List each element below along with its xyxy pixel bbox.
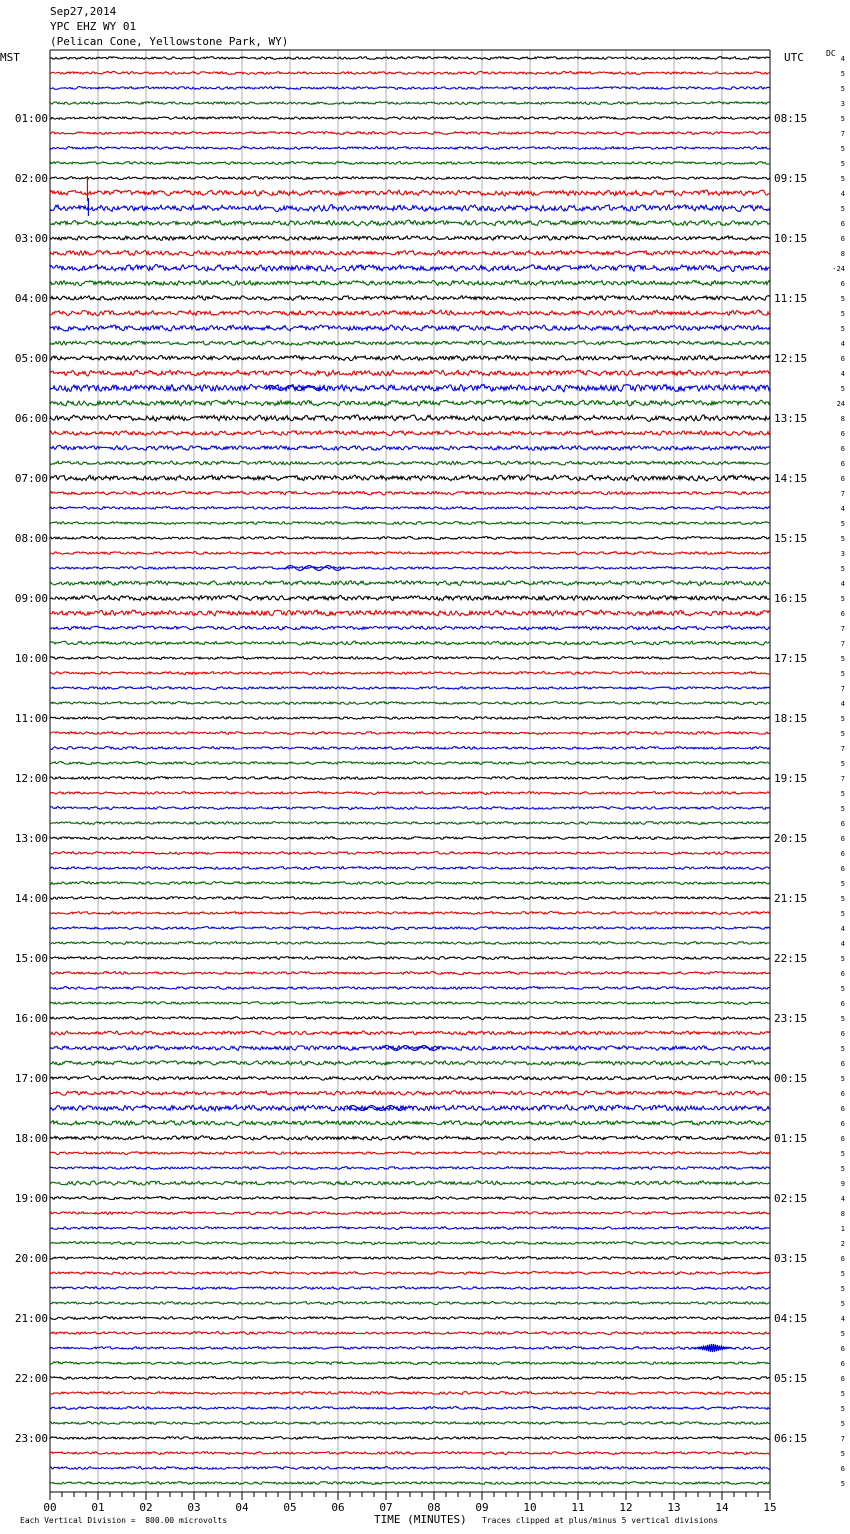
dc-offset-label: 5 — [840, 310, 845, 318]
right-hour-label: 19:15 — [774, 772, 808, 785]
left-hour-label: 05:00 — [14, 352, 48, 365]
trace-line — [50, 1332, 770, 1335]
dc-offset-label: 5 — [840, 1015, 845, 1023]
trace-line — [50, 957, 770, 960]
trace-line — [50, 927, 770, 930]
dc-offset-label: 6 — [840, 1465, 845, 1473]
trace-line — [50, 641, 770, 645]
x-tick-label: 06 — [331, 1501, 345, 1514]
left-hour-label: 22:00 — [14, 1372, 48, 1385]
dc-offset-label: 6 — [840, 1105, 845, 1113]
dc-offset-label: -24 — [832, 265, 845, 273]
trace-line — [50, 881, 770, 884]
dc-offset-label: 4 — [840, 370, 845, 378]
right-hour-label: 22:15 — [774, 952, 808, 965]
dc-offset-label: 5 — [840, 880, 845, 888]
dc-offset-label: 6 — [840, 235, 845, 243]
trace-line — [50, 102, 770, 105]
trace-line — [50, 536, 770, 539]
dc-offset-label: 5 — [840, 1480, 845, 1488]
trace-line — [50, 656, 770, 659]
dc-offset-label: 4 — [840, 925, 845, 933]
dc-offset-label: 5 — [840, 85, 845, 93]
trace-line — [50, 1377, 770, 1380]
dc-offset-label: 5 — [840, 1285, 845, 1293]
dc-offset-label: 7 — [840, 490, 845, 498]
trace-line — [50, 370, 770, 376]
dc-label: DC — [826, 49, 836, 58]
trace-line — [50, 1406, 770, 1409]
scale-note: Each Vertical Division = 800.00 microvolts — [20, 1516, 228, 1525]
trace-line — [50, 837, 770, 840]
header-station: YPC EHZ WY 01 — [50, 20, 137, 33]
x-tick-label: 03 — [187, 1501, 201, 1514]
right-hour-label: 10:15 — [774, 232, 808, 245]
dc-offset-label: 6 — [840, 1255, 845, 1263]
dc-offset-label: 7 — [840, 625, 845, 633]
trace-line — [50, 1287, 770, 1290]
x-tick-label: 14 — [715, 1501, 729, 1514]
right-hour-label: 09:15 — [774, 172, 808, 185]
trace-line — [50, 852, 770, 855]
dc-offset-label: 5 — [840, 145, 845, 153]
left-hour-label: 20:00 — [14, 1252, 48, 1265]
dc-offset-label: 5 — [840, 760, 845, 768]
dc-offset-label: 6 — [840, 1345, 845, 1353]
trace-line — [50, 552, 770, 555]
dc-offset-label: 5 — [840, 670, 845, 678]
trace-line — [50, 567, 770, 570]
dc-offset-label: 6 — [840, 865, 845, 873]
trace-line — [50, 747, 770, 750]
dc-offset-label: 7 — [840, 1435, 845, 1443]
dc-offset-label: 4 — [840, 700, 845, 708]
left-hour-label: 02:00 — [14, 172, 48, 185]
trace-line — [50, 310, 770, 316]
left-hour-label: 16:00 — [14, 1012, 48, 1025]
left-hour-label: 15:00 — [14, 952, 48, 965]
trace-line — [50, 507, 770, 510]
left-axis-label: MST — [0, 51, 20, 64]
trace-line — [50, 1242, 770, 1245]
dc-offset-label: 5 — [840, 895, 845, 903]
trace-line — [50, 57, 770, 60]
trace-line — [50, 87, 770, 90]
trace-line — [50, 162, 770, 165]
right-hour-label: 06:15 — [774, 1432, 808, 1445]
trace-line — [50, 1105, 770, 1111]
trace-line — [50, 355, 770, 360]
dc-offset-label: 5 — [840, 730, 845, 738]
trace-line — [50, 220, 770, 226]
right-hour-label: 08:15 — [774, 112, 808, 125]
dc-offset-label: 1 — [840, 1225, 845, 1233]
dc-offset-label: 5 — [840, 655, 845, 663]
dc-offset-label: 6 — [840, 1120, 845, 1128]
trace-line — [50, 250, 770, 255]
dc-offset-label: 7 — [840, 775, 845, 783]
left-hour-label: 06:00 — [14, 412, 48, 425]
trace-line — [50, 445, 770, 450]
trace-line — [50, 1422, 770, 1425]
dc-offset-label: 5 — [840, 70, 845, 78]
dc-offset-label: 6 — [840, 445, 845, 453]
dc-offset-label: 6 — [840, 460, 845, 468]
dc-offset-label: 4 — [840, 1315, 845, 1323]
dc-offset-label: 5 — [840, 1270, 845, 1278]
dc-offset-label: 7 — [840, 130, 845, 138]
trace-line — [50, 325, 770, 331]
left-hour-label: 18:00 — [14, 1132, 48, 1145]
trace-line — [50, 341, 770, 345]
trace-line — [50, 1302, 770, 1305]
trace-line — [50, 1452, 770, 1455]
trace-line — [50, 1031, 770, 1035]
trace-line — [50, 732, 770, 735]
dc-offset-label: 6 — [840, 1030, 845, 1038]
x-tick-label: 01 — [91, 1501, 105, 1514]
trace-line — [50, 190, 770, 196]
trace-line — [50, 72, 770, 75]
dc-offset-label: 5 — [840, 1150, 845, 1158]
dc-offset-label: 6 — [840, 1375, 845, 1383]
trace-line — [50, 296, 770, 301]
dc-offset-label: 5 — [840, 535, 845, 543]
dc-offset-label: 5 — [840, 520, 845, 528]
dc-offset-label: 7 — [840, 640, 845, 648]
left-hour-label: 03:00 — [14, 232, 48, 245]
dc-offset-label: 8 — [840, 250, 845, 258]
dc-offset-label: 6 — [840, 820, 845, 828]
left-hour-label: 14:00 — [14, 892, 48, 905]
right-hour-label: 11:15 — [774, 292, 808, 305]
dc-offset-label: 4 — [840, 190, 845, 198]
dc-offset-label: 6 — [840, 835, 845, 843]
trace-line — [50, 117, 770, 120]
x-tick-label: 12 — [619, 1501, 633, 1514]
trace-line — [50, 1017, 770, 1020]
trace-line — [50, 280, 770, 285]
dc-offset-label: 5 — [840, 1390, 845, 1398]
trace-line — [50, 1257, 770, 1260]
left-hour-label: 23:00 — [14, 1432, 48, 1445]
left-hour-label: 11:00 — [14, 712, 48, 725]
trace-line — [50, 1437, 770, 1440]
right-axis-label: UTC — [784, 51, 804, 64]
right-hour-label: 14:15 — [774, 472, 808, 485]
trace-line — [50, 147, 770, 150]
trace-line — [50, 626, 770, 630]
dc-offset-label: 5 — [840, 910, 845, 918]
trace-line — [50, 702, 770, 705]
trace-line — [50, 1136, 770, 1140]
dc-offset-label: 6 — [840, 475, 845, 483]
trace-line — [50, 1121, 770, 1126]
dc-offset-label: 5 — [840, 805, 845, 813]
trace-line — [50, 475, 770, 481]
event-burst — [692, 1344, 732, 1352]
trace-line — [50, 581, 770, 586]
dc-offset-label: 7 — [840, 685, 845, 693]
trace-line — [50, 522, 770, 525]
right-hour-label: 21:15 — [774, 892, 808, 905]
trace-line — [50, 1227, 770, 1230]
trace-line — [50, 491, 770, 495]
right-hour-label: 03:15 — [774, 1252, 808, 1265]
right-hour-label: 23:15 — [774, 1012, 808, 1025]
dc-offset-label: 5 — [840, 1165, 845, 1173]
dc-offset-label: 5 — [840, 1300, 845, 1308]
trace-line — [50, 1076, 770, 1080]
right-hour-label: 20:15 — [774, 832, 808, 845]
header-location: (Pelican Cone, Yellowstone Park, WY) — [50, 35, 289, 48]
dc-offset-label: 5 — [840, 985, 845, 993]
dc-offset-label: 5 — [840, 1045, 845, 1053]
right-hour-label: 05:15 — [774, 1372, 808, 1385]
right-hour-label: 18:15 — [774, 712, 808, 725]
x-tick-label: 09 — [475, 1501, 489, 1514]
trace-line — [50, 1152, 770, 1155]
right-hour-label: 13:15 — [774, 412, 808, 425]
trace-line — [50, 461, 770, 465]
left-hour-label: 07:00 — [14, 472, 48, 485]
trace-line — [50, 807, 770, 810]
trace-line — [50, 132, 770, 135]
dc-offset-label: 6 — [840, 1360, 845, 1368]
header-date: Sep27,2014 — [50, 5, 117, 18]
trace-line — [50, 672, 770, 675]
trace-line — [50, 1467, 770, 1470]
x-tick-label: 10 — [523, 1501, 537, 1514]
trace-line — [50, 792, 770, 795]
trace-line — [50, 912, 770, 915]
trace-line — [50, 1272, 770, 1275]
trace-line — [50, 400, 770, 406]
trace-line — [50, 1482, 770, 1485]
left-hour-label: 19:00 — [14, 1192, 48, 1205]
trace-line — [50, 897, 770, 900]
dc-offset-label: 5 — [840, 325, 845, 333]
clip-note: Traces clipped at plus/minus 5 vertical divisions — [482, 1516, 719, 1525]
left-hour-label: 09:00 — [14, 592, 48, 605]
trace-line — [50, 431, 770, 436]
dc-offset-label: 5 — [840, 175, 845, 183]
dc-offset-label: 9 — [840, 1180, 845, 1188]
x-tick-label: 11 — [571, 1501, 585, 1514]
trace-line — [50, 1392, 770, 1395]
x-tick-label: 15 — [763, 1501, 777, 1514]
dc-offset-label: 4 — [840, 580, 845, 588]
trace-line — [50, 822, 770, 825]
dc-offset-label: 6 — [840, 355, 845, 363]
left-hour-label: 13:00 — [14, 832, 48, 845]
dc-offset-label: 5 — [840, 1075, 845, 1083]
dc-offset-label: 5 — [840, 955, 845, 963]
dc-offset-label: 5 — [840, 790, 845, 798]
left-hour-label: 21:00 — [14, 1312, 48, 1325]
dc-offset-label: 6 — [840, 1060, 845, 1068]
trace-line — [50, 717, 770, 720]
trace-line — [50, 1196, 770, 1199]
right-hour-label: 15:15 — [774, 532, 808, 545]
right-hour-label: 00:15 — [774, 1072, 808, 1085]
xaxis-title: TIME (MINUTES) — [374, 1513, 467, 1526]
dc-offset-label: 6 — [840, 1000, 845, 1008]
x-tick-label: 02 — [139, 1501, 153, 1514]
trace-line — [50, 384, 770, 391]
dc-offset-label: 5 — [840, 1405, 845, 1413]
dc-offset-label: 6 — [840, 430, 845, 438]
trace-line — [50, 987, 770, 990]
dc-offset-label: 4 — [840, 940, 845, 948]
dc-offset-label: 7 — [840, 745, 845, 753]
trace-line — [50, 236, 770, 241]
dc-offset-label: 24 — [836, 400, 845, 408]
trace-line — [50, 415, 770, 421]
left-hour-label: 12:00 — [14, 772, 48, 785]
dc-offset-label: 5 — [840, 205, 845, 213]
dc-offset-label: 5 — [840, 595, 845, 603]
dc-offset-label: 5 — [840, 565, 845, 573]
dc-offset-label: 3 — [840, 550, 845, 558]
right-hour-label: 01:15 — [774, 1132, 808, 1145]
dc-offset-label: 5 — [840, 715, 845, 723]
dc-offset-label: 5 — [840, 115, 845, 123]
dc-offset-label: 4 — [840, 55, 845, 63]
right-hour-label: 16:15 — [774, 592, 808, 605]
trace-line — [50, 687, 770, 690]
right-hour-label: 04:15 — [774, 1312, 808, 1325]
dc-offset-label: 4 — [840, 1195, 845, 1203]
dc-offset-label: 6 — [840, 850, 845, 858]
right-hour-label: 17:15 — [774, 652, 808, 665]
trace-line — [50, 177, 770, 180]
x-tick-label: 07 — [379, 1501, 393, 1514]
left-hour-label: 08:00 — [14, 532, 48, 545]
dc-offset-label: 5 — [840, 1330, 845, 1338]
dc-offset-label: 6 — [840, 280, 845, 288]
trace-line — [50, 205, 770, 212]
trace-line — [50, 1181, 770, 1185]
trace-line — [50, 777, 770, 780]
trace-line — [50, 610, 770, 616]
dc-offset-label: 6 — [840, 220, 845, 228]
left-hour-label: 01:00 — [14, 112, 48, 125]
dc-offset-label: 6 — [840, 1135, 845, 1143]
right-hour-label: 12:15 — [774, 352, 808, 365]
trace-line — [50, 971, 770, 974]
trace-line — [50, 1061, 770, 1066]
trace-line — [50, 1002, 770, 1005]
trace-line — [50, 1362, 770, 1365]
left-hour-label: 10:00 — [14, 652, 48, 665]
trace-line — [50, 1347, 770, 1350]
left-hour-label: 17:00 — [14, 1072, 48, 1085]
dc-offset-label: 5 — [840, 385, 845, 393]
dc-offset-label: 6 — [840, 610, 845, 618]
trace-line — [50, 867, 770, 870]
dc-offset-label: 5 — [840, 1420, 845, 1428]
trace-line — [50, 1091, 770, 1096]
dc-offset-label: 4 — [840, 505, 845, 513]
x-tick-label: 08 — [427, 1501, 441, 1514]
dc-offset-label: 2 — [840, 1240, 845, 1248]
trace-line — [50, 761, 770, 764]
dc-offset-label: 4 — [840, 340, 845, 348]
dc-offset-label: 6 — [840, 1090, 845, 1098]
trace-line — [50, 595, 770, 600]
x-tick-label: 00 — [43, 1501, 57, 1514]
dc-offset-label: 5 — [840, 1450, 845, 1458]
trace-line — [50, 1167, 770, 1170]
dc-offset-label: 6 — [840, 970, 845, 978]
trace-line — [50, 1212, 770, 1215]
dc-offset-label: 8 — [840, 1210, 845, 1218]
dc-offset-label: 3 — [840, 100, 845, 108]
trace-line — [50, 265, 770, 272]
dc-offset-label: 5 — [840, 160, 845, 168]
x-tick-label: 13 — [667, 1501, 681, 1514]
x-tick-label: 05 — [283, 1501, 297, 1514]
dc-offset-label: 5 — [840, 295, 845, 303]
trace-line — [50, 1316, 770, 1319]
trace-line — [50, 942, 770, 945]
x-tick-label: 04 — [235, 1501, 249, 1514]
dc-offset-label: 8 — [840, 415, 845, 423]
left-hour-label: 04:00 — [14, 292, 48, 305]
right-hour-label: 02:15 — [774, 1192, 808, 1205]
